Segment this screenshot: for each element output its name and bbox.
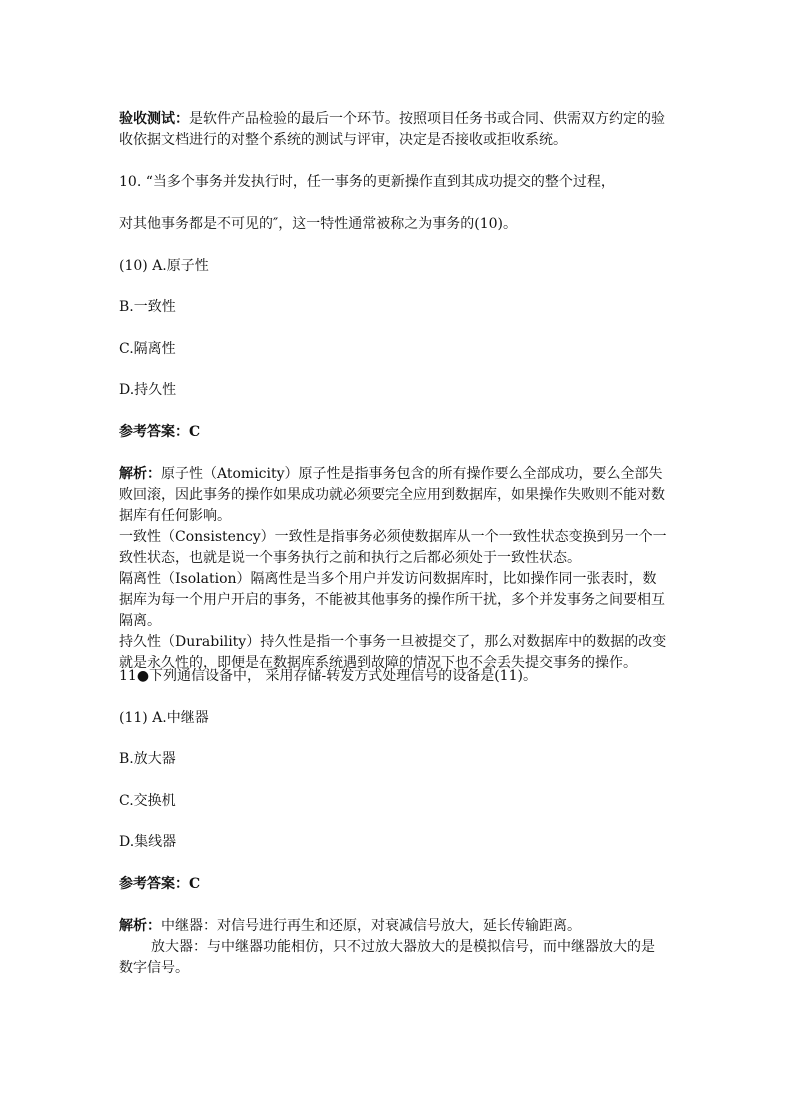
q10-analysis-line: 据库为每一个用户开启的事务，不能被其他事务的操作所干扰，多个并发事务之间要相互 bbox=[119, 592, 665, 608]
q10-analysis bbox=[119, 464, 679, 674]
q10-option-d: D.持久性 bbox=[119, 382, 177, 398]
q10-analysis-line: 原子性（Atomicity）原子性是指事务包含的所有操作要么全部成功，要么全部失 bbox=[161, 466, 663, 482]
q10-analysis-line: 就是永久性的，即便是在数据库系统遇到故障的情况下也不会丢失提交事务的操作。 bbox=[119, 655, 637, 671]
q11-option-c: C.交换机 bbox=[119, 793, 176, 809]
q10-answer: 参考答案：C bbox=[119, 424, 201, 440]
q10-analysis-line: 败回滚，因此事务的操作如果成功就必须要完全应用到数据库，如果操作失败则不能对数 bbox=[119, 487, 665, 503]
acceptance-term: 验收测试： bbox=[119, 111, 189, 127]
q11-analysis-line-1: 中继器：对信号进行再生和还原，对衰减信号放大，延长传输距离。 bbox=[161, 918, 581, 934]
q10-stem-line-2: 对其他事务都是不可见的″，这一特性通常被称之为事务的(10)。 bbox=[119, 216, 517, 232]
q10-option-b: B.一致性 bbox=[119, 299, 176, 315]
acceptance-test-paragraph bbox=[119, 109, 679, 151]
q10-analysis-label: 解析： bbox=[119, 466, 161, 482]
q10-analysis-line: 隔离。 bbox=[119, 613, 161, 629]
q11-option-d: D.集线器 bbox=[119, 834, 177, 850]
q11-answer: 参考答案：C bbox=[119, 876, 201, 892]
q10-analysis-line: 据库有任何影响。 bbox=[119, 508, 231, 524]
q10-option-c: C.隔离性 bbox=[119, 341, 176, 357]
acceptance-line-1: 是软件产品检验的最后一个环节。按照项目任务书或合同、供需双方约定的验 bbox=[189, 111, 665, 127]
q10-analysis-line: 持久性（Durability）持久性是指一个事务一旦被提交了，那么对数据库中的数据的改变 bbox=[119, 634, 667, 650]
q11-analysis-line-2: 放大器：与中继器功能相仿，只不过放大器放大的是模拟信号，而中继器放大的是 bbox=[151, 939, 655, 955]
q11-analysis-line-3: 数字信号。 bbox=[119, 960, 189, 976]
q11-analysis bbox=[119, 916, 679, 979]
q10-analysis-line: 隔离性（Isolation）隔离性是当多个用户并发访问数据库时，比如操作同一张表时，数 bbox=[119, 571, 657, 587]
q11-option-b: B.放大器 bbox=[119, 751, 176, 767]
q10-analysis-line: 一致性（Consistency）一致性是指事务必须使数据库从一个一致性状态变换到另一个一 bbox=[119, 529, 667, 545]
q10-option-a: (10) A.原子性 bbox=[119, 258, 209, 274]
q11-option-a: (11) A.中继器 bbox=[119, 710, 209, 726]
q11-stem: 11●下列通信设备中， 采用存储-转发方式处理信号的设备是(11)。 bbox=[119, 668, 537, 684]
acceptance-line-2: 收依据文档进行的对整个系统的测试与评审，决定是否接收或拒收系统。 bbox=[119, 132, 567, 148]
q10-analysis-line: 致性状态，也就是说一个事务执行之前和执行之后都必须处于一致性状态。 bbox=[119, 550, 581, 566]
q11-analysis-label: 解析： bbox=[119, 918, 161, 934]
q10-stem-line-1: 10. “当多个事务并发执行时，任一事务的更新操作直到其成功提交的整个过程， bbox=[119, 174, 615, 190]
